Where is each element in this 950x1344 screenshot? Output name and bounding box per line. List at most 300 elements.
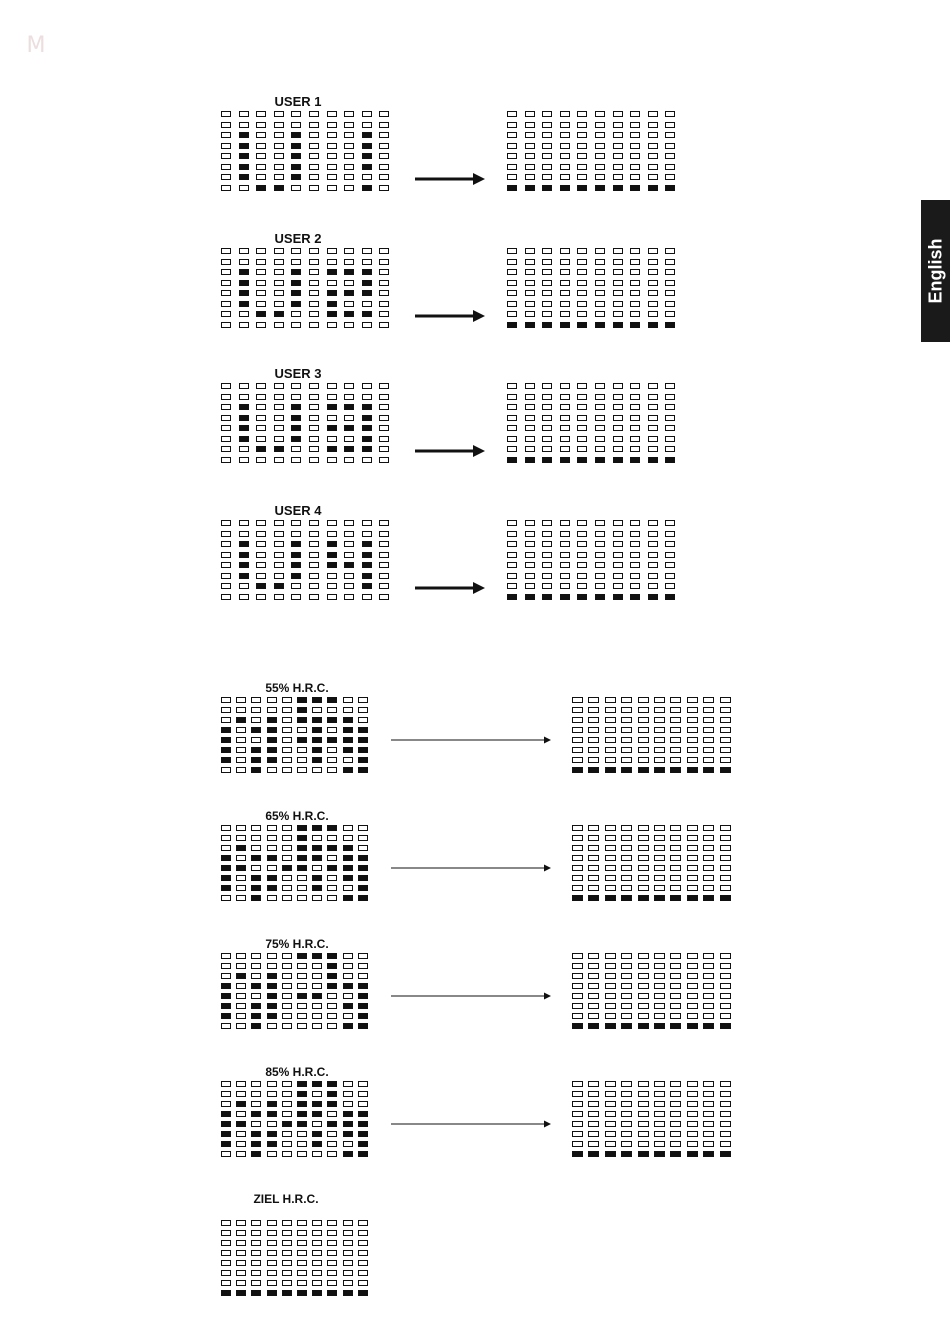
segment-unlit (362, 394, 372, 400)
segment-unlit (670, 845, 681, 851)
segment-unlit (605, 953, 616, 959)
segment-unlit (670, 737, 681, 743)
segment-unlit (665, 248, 675, 254)
segment-unlit (648, 122, 658, 128)
segment-unlit (670, 757, 681, 763)
segment-unlit (309, 111, 319, 117)
segment-lit (572, 895, 583, 901)
segment-lit (362, 311, 372, 317)
segment-lit (648, 322, 658, 328)
segment-unlit (542, 269, 552, 275)
segment-unlit (654, 963, 665, 969)
segment-unlit (703, 983, 714, 989)
segment-unlit (654, 747, 665, 753)
segment-unlit (282, 1280, 292, 1286)
segment-unlit (282, 1023, 292, 1029)
segment-unlit (560, 153, 570, 159)
segment-unlit (221, 697, 231, 703)
segment-unlit (309, 248, 319, 254)
segment-unlit (239, 311, 249, 317)
segment-unlit (309, 383, 319, 389)
segment-unlit (343, 1260, 353, 1266)
segment-unlit (542, 436, 552, 442)
segment-lit (221, 865, 231, 871)
segment-unlit (327, 111, 337, 117)
segment-unlit (720, 707, 731, 713)
segment-unlit (344, 248, 354, 254)
segment-unlit (274, 248, 284, 254)
segment-unlit (251, 1250, 261, 1256)
segment-unlit (327, 707, 337, 713)
segment-unlit (358, 1081, 368, 1087)
segment-unlit (605, 717, 616, 723)
segment-unlit (343, 697, 353, 703)
segment-unlit (670, 697, 681, 703)
segment-unlit (282, 747, 292, 753)
segment-unlit (525, 269, 535, 275)
segment-unlit (665, 404, 675, 410)
segment-unlit (703, 737, 714, 743)
segment-unlit (720, 1091, 731, 1097)
segment-unlit (221, 1280, 231, 1286)
segment-unlit (221, 520, 231, 526)
arrow-icon (415, 444, 485, 458)
segment-lit (239, 132, 249, 138)
segment-unlit (343, 953, 353, 959)
segment-lit (312, 953, 322, 959)
segment-unlit (638, 1101, 649, 1107)
segment-lit (362, 269, 372, 275)
segment-unlit (638, 845, 649, 851)
segment-unlit (665, 143, 675, 149)
language-tab[interactable] (921, 200, 950, 342)
segment-unlit (297, 963, 307, 969)
segment-unlit (362, 520, 372, 526)
segment-unlit (720, 835, 731, 841)
segment-unlit (291, 394, 301, 400)
segment-lit (605, 1023, 616, 1029)
segment-unlit (621, 855, 632, 861)
segment-unlit (703, 1013, 714, 1019)
segment-lit (720, 1023, 731, 1029)
segment-unlit (560, 394, 570, 400)
segment-lit (560, 322, 570, 328)
segment-unlit (670, 707, 681, 713)
segment-unlit (665, 259, 675, 265)
segment-unlit (327, 259, 337, 265)
segment-unlit (654, 1081, 665, 1087)
segment-unlit (282, 1220, 292, 1226)
segment-unlit (665, 111, 675, 117)
segment-unlit (236, 1023, 246, 1029)
segment-unlit (239, 583, 249, 589)
segment-unlit (274, 164, 284, 170)
segment-unlit (236, 895, 246, 901)
segment-lit (291, 415, 301, 421)
segment-unlit (687, 1131, 698, 1137)
segment-lit (327, 269, 337, 275)
segment-unlit (297, 895, 307, 901)
segment-unlit (577, 122, 587, 128)
segment-unlit (648, 531, 658, 537)
segment-unlit (605, 845, 616, 851)
segment-unlit (327, 153, 337, 159)
segment-unlit (309, 164, 319, 170)
segment-unlit (525, 562, 535, 568)
segment-unlit (630, 269, 640, 275)
segment-unlit (577, 153, 587, 159)
segment-unlit (687, 963, 698, 969)
segment-unlit (720, 1081, 731, 1087)
segment-unlit (525, 132, 535, 138)
segment-lit (344, 404, 354, 410)
segment-lit (221, 1141, 231, 1147)
segment-lit (542, 457, 552, 463)
segment-unlit (379, 583, 389, 589)
segment-unlit (236, 1260, 246, 1266)
segment-unlit (525, 383, 535, 389)
segment-unlit (670, 993, 681, 999)
segment-unlit (221, 963, 231, 969)
segment-unlit (613, 111, 623, 117)
segment-lit (297, 1290, 307, 1296)
segment-unlit (274, 394, 284, 400)
segment-unlit (720, 1013, 731, 1019)
segment-unlit (665, 280, 675, 286)
segment-unlit (282, 1250, 292, 1256)
segment-unlit (687, 835, 698, 841)
segment-unlit (507, 290, 517, 296)
segment-unlit (344, 322, 354, 328)
segment-lit (239, 301, 249, 307)
segment-unlit (327, 747, 337, 753)
segment-unlit (542, 531, 552, 537)
segment-unlit (654, 1003, 665, 1009)
segment-unlit (221, 1240, 231, 1246)
segment-lit (327, 717, 337, 723)
segment-lit (312, 727, 322, 733)
segment-unlit (720, 1131, 731, 1137)
segment-unlit (560, 541, 570, 547)
segment-lit (297, 865, 307, 871)
segment-lit (221, 983, 231, 989)
segment-unlit (588, 983, 599, 989)
segment-unlit (542, 174, 552, 180)
segment-unlit (221, 457, 231, 463)
segment-lit (274, 583, 284, 589)
segment-unlit (613, 383, 623, 389)
segment-lit (343, 855, 353, 861)
segment-unlit (648, 446, 658, 452)
segment-lit (267, 1101, 277, 1107)
segment-unlit (525, 248, 535, 254)
segment-unlit (720, 845, 731, 851)
segment-lit (312, 737, 322, 743)
segment-unlit (267, 825, 277, 831)
segment-unlit (670, 953, 681, 959)
segment-unlit (256, 573, 266, 579)
segment-unlit (344, 520, 354, 526)
segment-unlit (221, 1230, 231, 1236)
segment-lit (588, 895, 599, 901)
segment-unlit (297, 1260, 307, 1266)
segment-lit (613, 322, 623, 328)
segment-lit (312, 845, 322, 851)
segment-lit (221, 1121, 231, 1127)
segment-unlit (343, 1270, 353, 1276)
segment-unlit (595, 541, 605, 547)
segment-unlit (282, 1230, 292, 1236)
segment-unlit (605, 885, 616, 891)
segment-unlit (525, 153, 535, 159)
segment-unlit (654, 953, 665, 959)
segment-lit (312, 993, 322, 999)
segment-unlit (630, 311, 640, 317)
segment-unlit (507, 436, 517, 442)
segment-unlit (291, 322, 301, 328)
segment-unlit (344, 143, 354, 149)
segment-unlit (638, 953, 649, 959)
segment-unlit (327, 415, 337, 421)
segment-unlit (687, 993, 698, 999)
segment-unlit (687, 1081, 698, 1087)
segment-unlit (648, 143, 658, 149)
segment-unlit (221, 436, 231, 442)
segment-lit (267, 737, 277, 743)
segment-unlit (720, 865, 731, 871)
segment-unlit (638, 973, 649, 979)
segment-unlit (291, 111, 301, 117)
segment-unlit (507, 248, 517, 254)
segment-unlit (577, 164, 587, 170)
segment-unlit (267, 1023, 277, 1029)
segment-unlit (665, 425, 675, 431)
segment-unlit (542, 143, 552, 149)
segment-unlit (630, 541, 640, 547)
segment-lit (282, 1290, 292, 1296)
segment-unlit (703, 963, 714, 969)
segment-unlit (654, 885, 665, 891)
segment-unlit (638, 707, 649, 713)
segment-unlit (297, 973, 307, 979)
segment-unlit (572, 865, 583, 871)
segment-unlit (560, 383, 570, 389)
segment-unlit (221, 531, 231, 537)
segment-unlit (221, 1101, 231, 1107)
segment-unlit (239, 394, 249, 400)
segment-unlit (362, 259, 372, 265)
segment-unlit (343, 993, 353, 999)
segment-unlit (274, 573, 284, 579)
segment-unlit (282, 1260, 292, 1266)
segment-lit (362, 425, 372, 431)
segment-lit (236, 973, 246, 979)
segment-lit (362, 132, 372, 138)
segment-unlit (327, 594, 337, 600)
segment-unlit (665, 269, 675, 275)
segment-unlit (362, 122, 372, 128)
segment-unlit (630, 583, 640, 589)
segment-unlit (621, 825, 632, 831)
segment-lit (327, 737, 337, 743)
segment-lit (638, 1151, 649, 1157)
segment-unlit (282, 697, 292, 703)
segment-unlit (379, 394, 389, 400)
segment-unlit (379, 248, 389, 254)
segment-unlit (282, 767, 292, 773)
segment-lit (239, 404, 249, 410)
segment-unlit (630, 531, 640, 537)
segment-unlit (343, 1220, 353, 1226)
segment-unlit (621, 865, 632, 871)
segment-unlit (344, 531, 354, 537)
segment-unlit (577, 311, 587, 317)
segment-unlit (236, 825, 246, 831)
segment-unlit (297, 757, 307, 763)
segment-unlit (595, 415, 605, 421)
arrow-icon (415, 581, 485, 595)
segment-lit (343, 737, 353, 743)
segment-unlit (720, 875, 731, 881)
segment-unlit (621, 845, 632, 851)
segment-unlit (638, 697, 649, 703)
segment-unlit (343, 757, 353, 763)
segment-unlit (221, 717, 231, 723)
segment-lit (251, 1023, 261, 1029)
segment-unlit (588, 697, 599, 703)
segment-unlit (236, 1151, 246, 1157)
segment-unlit (595, 259, 605, 265)
segment-unlit (638, 1091, 649, 1097)
segment-lit (267, 1290, 277, 1296)
segment-lit (291, 573, 301, 579)
segment-unlit (309, 541, 319, 547)
segment-unlit (327, 520, 337, 526)
segment-lit (327, 1101, 337, 1107)
segment-unlit (291, 446, 301, 452)
segment-unlit (613, 394, 623, 400)
segment-lit (274, 185, 284, 191)
segment-lit (239, 164, 249, 170)
segment-lit (291, 425, 301, 431)
segment-lit (291, 280, 301, 286)
segment-unlit (358, 717, 368, 723)
segment-unlit (297, 1013, 307, 1019)
segment-unlit (605, 707, 616, 713)
segment-lit (343, 747, 353, 753)
segment-unlit (588, 1141, 599, 1147)
segment-lit (239, 573, 249, 579)
segment-unlit (525, 143, 535, 149)
segment-lit (343, 1151, 353, 1157)
segment-unlit (358, 1250, 368, 1256)
segment-lit (251, 747, 261, 753)
segment-unlit (282, 757, 292, 763)
segment-unlit (665, 552, 675, 558)
segment-lit (267, 855, 277, 861)
segment-unlit (703, 845, 714, 851)
segment-unlit (638, 737, 649, 743)
segment-unlit (251, 697, 261, 703)
segment-unlit (239, 185, 249, 191)
segment-unlit (282, 1270, 292, 1276)
segment-unlit (267, 1280, 277, 1286)
segment-unlit (621, 1101, 632, 1107)
segment-unlit (595, 132, 605, 138)
segment-unlit (221, 825, 231, 831)
segment-unlit (577, 446, 587, 452)
resistance-result-grid (572, 953, 731, 1029)
user-pattern-grid (221, 383, 389, 463)
segment-unlit (703, 1111, 714, 1117)
segment-unlit (309, 311, 319, 317)
segment-lit (343, 875, 353, 881)
segment-unlit (577, 552, 587, 558)
segment-unlit (654, 855, 665, 861)
segment-unlit (605, 993, 616, 999)
segment-unlit (560, 143, 570, 149)
segment-lit (297, 1091, 307, 1097)
segment-unlit (327, 1270, 337, 1276)
segment-unlit (595, 446, 605, 452)
segment-unlit (267, 1250, 277, 1256)
segment-lit (221, 1131, 231, 1137)
segment-unlit (239, 111, 249, 117)
segment-lit (221, 737, 231, 743)
segment-unlit (379, 280, 389, 286)
segment-unlit (344, 436, 354, 442)
segment-unlit (343, 1091, 353, 1097)
segment-lit (687, 895, 698, 901)
segment-unlit (221, 446, 231, 452)
segment-unlit (309, 132, 319, 138)
segment-unlit (282, 727, 292, 733)
segment-unlit (256, 457, 266, 463)
segment-unlit (379, 164, 389, 170)
segment-unlit (613, 132, 623, 138)
segment-unlit (221, 290, 231, 296)
segment-unlit (358, 1260, 368, 1266)
segment-unlit (613, 404, 623, 410)
segment-lit (236, 717, 246, 723)
segment-unlit (572, 885, 583, 891)
segment-unlit (221, 583, 231, 589)
segment-unlit (251, 993, 261, 999)
segment-unlit (251, 1121, 261, 1127)
segment-unlit (687, 1121, 698, 1127)
segment-unlit (630, 404, 640, 410)
segment-lit (291, 174, 301, 180)
segment-unlit (613, 541, 623, 547)
segment-lit (297, 1101, 307, 1107)
segment-unlit (595, 311, 605, 317)
segment-lit (362, 185, 372, 191)
segment-unlit (358, 707, 368, 713)
segment-unlit (379, 111, 389, 117)
segment-unlit (670, 885, 681, 891)
segment-unlit (507, 552, 517, 558)
segment-unlit (572, 707, 583, 713)
segment-unlit (282, 1101, 292, 1107)
segment-lit (267, 1013, 277, 1019)
segment-unlit (344, 280, 354, 286)
segment-unlit (379, 436, 389, 442)
segment-unlit (236, 697, 246, 703)
segment-unlit (648, 248, 658, 254)
segment-unlit (236, 963, 246, 969)
segment-lit (605, 1151, 616, 1157)
segment-unlit (588, 1111, 599, 1117)
